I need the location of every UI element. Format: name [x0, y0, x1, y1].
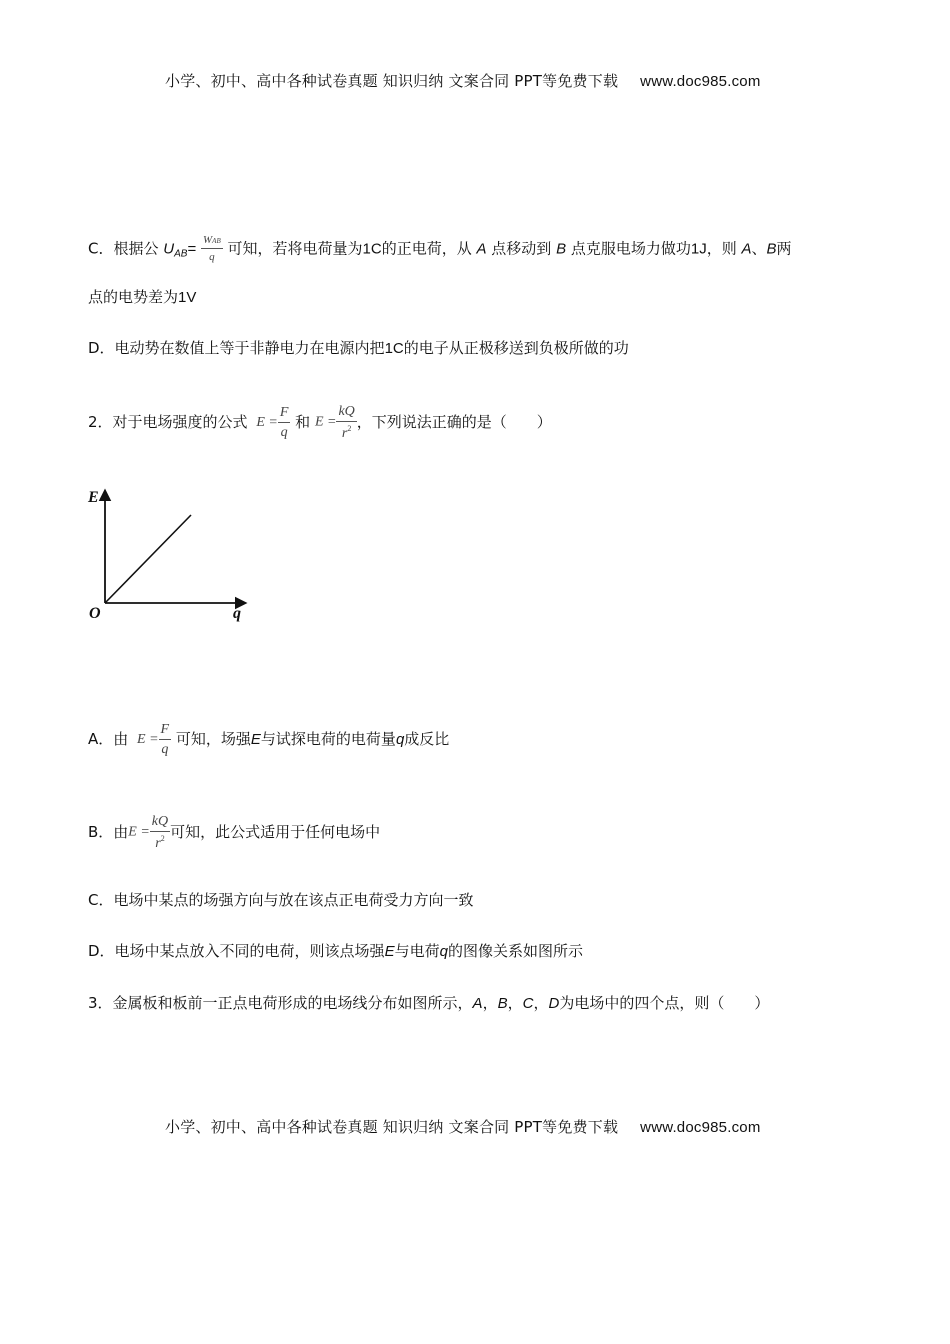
- q1c-t5: ，则: [706, 239, 742, 258]
- q1-option-d: [88, 338, 629, 359]
- q2a-f-den: q: [161, 741, 169, 757]
- q3-t2: 为电场中的四个点，则（ ）: [559, 994, 770, 1012]
- q1d-rest: 的电子从正极移送到负极所做的功: [403, 339, 629, 357]
- q2-f1-lhs: E =: [256, 414, 278, 430]
- q1c-line2-v: 1V: [178, 289, 197, 306]
- q1c-eq: =: [187, 240, 197, 258]
- q2-formula-2: [336, 405, 356, 441]
- q2d-e: E: [384, 943, 395, 960]
- q1c-t6: 、: [751, 239, 767, 258]
- q3-c: C: [522, 995, 534, 1012]
- q2a-t2: 与试探电荷的电荷量: [260, 730, 396, 748]
- q2a-e: E: [250, 731, 261, 748]
- q3-d: D: [548, 995, 560, 1012]
- q2d-q: q: [439, 943, 448, 960]
- q1c-v2: 1J: [690, 240, 707, 258]
- q2a-label: A．由: [88, 730, 129, 748]
- q2-f1-num: F: [278, 406, 291, 423]
- q3-b: B: [497, 995, 508, 1012]
- origin-label: O: [89, 605, 101, 622]
- q2c-text: C．电场中某点的场强方向与放在该点正电荷受力方向一致: [88, 891, 474, 909]
- q1d-v: 1C: [384, 340, 404, 357]
- q3-t1: 3．金属板和板前一正点电荷形成的电场线分布如图所示，: [88, 994, 473, 1012]
- q1c-b: B: [556, 240, 567, 258]
- e-q-line: [105, 515, 191, 603]
- q2-rest: ，下列说法正确的是（ ）: [356, 413, 552, 431]
- q1c-t2: 的正电荷，从: [381, 239, 477, 258]
- q2a-formula: [159, 723, 172, 757]
- footer-text: 小学、初中、高中各种试卷真题 知识归纳 文案合同 PPT等免费下载: [165, 1118, 619, 1136]
- q2b-f-lhs: E =: [128, 824, 150, 840]
- x-axis-label: q: [233, 605, 241, 622]
- q2b-label: B．由: [88, 823, 129, 841]
- q2b-f-num: kQ: [150, 815, 170, 832]
- q2-option-c: [88, 890, 473, 910]
- q1c-t1: 可知，若将电荷量为: [227, 239, 363, 258]
- q1c-u: U: [163, 240, 175, 258]
- q2-formula-1: [278, 406, 291, 440]
- q2d-t3: 的图像关系如图所示: [447, 942, 583, 960]
- footer-site: www.doc985.com: [640, 1119, 761, 1136]
- q1d-label: D．电动势在数值上等于非静电力在电源内把: [88, 339, 385, 357]
- q1c-t7: 两: [776, 239, 792, 258]
- q1c-a: A: [476, 240, 487, 258]
- q3-s1: ，: [482, 994, 498, 1012]
- q1c-label: C．根据公: [88, 239, 159, 258]
- q1c-a2: A: [741, 240, 752, 258]
- q2-stem: [88, 395, 552, 450]
- page-footer: [165, 1116, 761, 1137]
- q2b-formula: [150, 815, 170, 851]
- header-site: www.doc985.com: [640, 73, 761, 90]
- q2-f2-den: r: [341, 425, 348, 441]
- q3-a: A: [472, 995, 483, 1012]
- q1c-t4: 点克服电场力做功: [566, 239, 691, 258]
- q3-s3: ，: [533, 994, 549, 1012]
- q2a-t1: 可知，场强: [175, 730, 251, 748]
- q2-f1-den: q: [280, 424, 288, 440]
- q1c-formula: [201, 235, 223, 263]
- q2b-rest: 可知，此公式适用于任何电场中: [170, 823, 381, 841]
- q2-label: 2．对于电场强度的公式: [88, 413, 248, 431]
- q1c-frac-num: W: [203, 234, 213, 246]
- y-axis-label: E: [88, 489, 99, 506]
- q2a-q: q: [395, 731, 405, 748]
- q2d-t1: D．电场中某点放入不同的电荷，则该点场强: [88, 942, 385, 960]
- q2b-f-den-sup: 2: [160, 833, 165, 843]
- q3-stem: [88, 993, 769, 1014]
- q2d-t2: 与电荷: [394, 942, 440, 960]
- q2-f2-den-sup: 2: [347, 423, 352, 433]
- q3-s2: ，: [507, 994, 523, 1012]
- q1c-v1: 1C: [362, 240, 382, 258]
- q1c-line2-a: 点的电势差为: [88, 288, 179, 306]
- q2-option-b: [88, 805, 380, 860]
- q2-f2-num: kQ: [336, 405, 356, 422]
- q2-option-a: [88, 712, 449, 767]
- q1c-u-sub: AB: [174, 248, 188, 260]
- q1-option-c-line2: [88, 287, 196, 308]
- header-text: 小学、初中、高中各种试卷真题 知识归纳 文案合同 PPT等免费下载: [165, 72, 619, 90]
- q1c-t3: 点移动到: [486, 239, 557, 258]
- q2-option-d: [88, 941, 583, 962]
- page-header: [165, 70, 761, 91]
- q2a-f-lhs: E =: [137, 731, 159, 747]
- q2a-t3: 成反比: [404, 730, 450, 748]
- q1-option-c: [88, 235, 792, 265]
- q1c-frac-num-sub: AB: [212, 237, 221, 245]
- q2a-f-num: F: [159, 723, 172, 740]
- q2-and: 和: [295, 413, 311, 431]
- e-q-graph: [85, 485, 255, 625]
- q1c-b2: B: [766, 240, 777, 258]
- q1c-frac-den: q: [209, 251, 215, 263]
- q2-f2-lhs: E =: [314, 414, 337, 430]
- q2b-f-den: r: [155, 835, 161, 851]
